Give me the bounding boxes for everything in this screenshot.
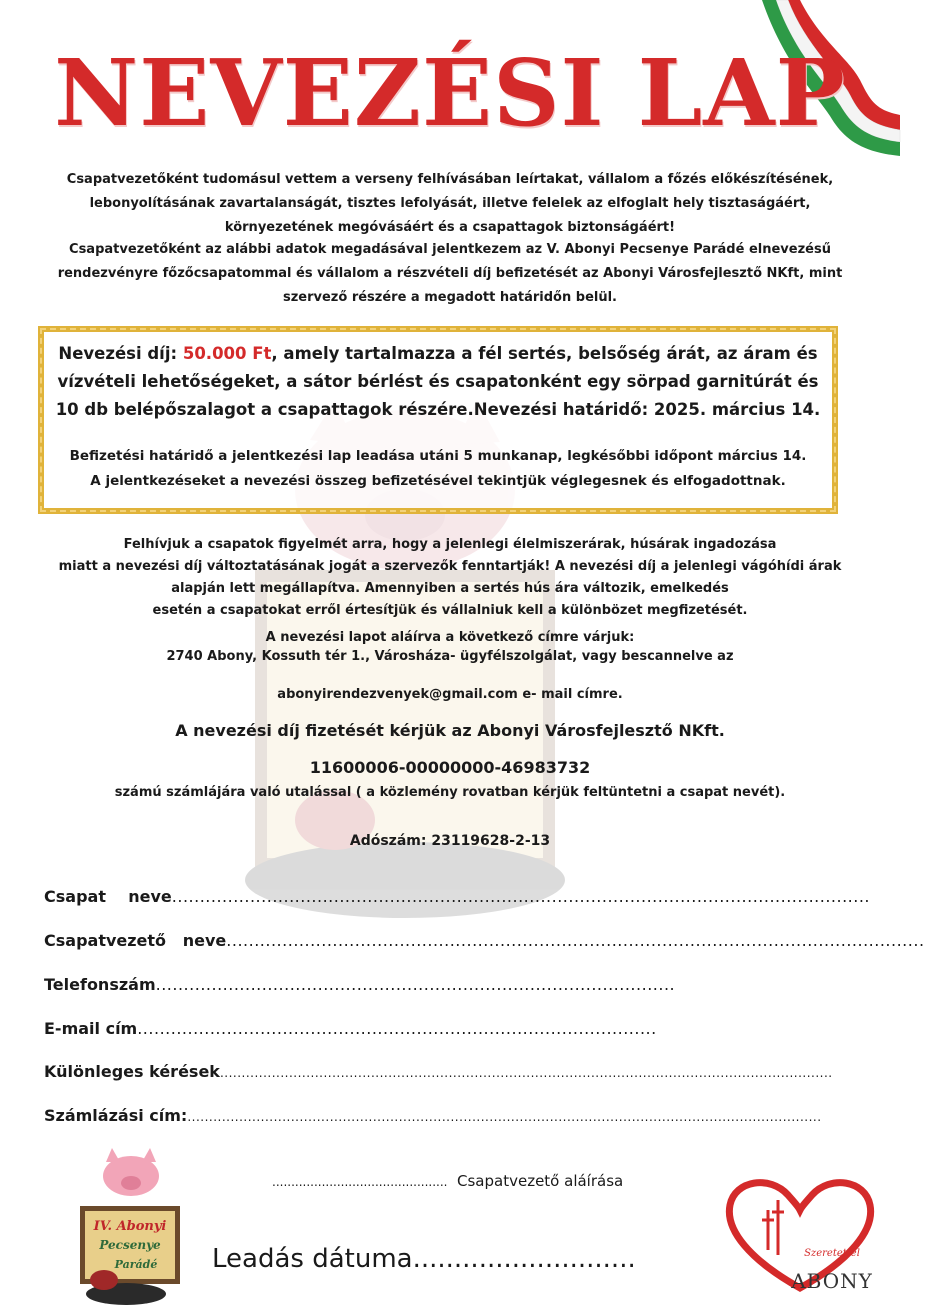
email-line: abonyirendezvenyek@gmail.com e- mail címre. <box>277 687 623 702</box>
address-block <box>40 628 860 666</box>
intro-paragraph-2: Csapatvezetőként az alábbi adatok megadásával jelentkezem az V. Abonyi Pecsenye Parádé elnevezésű rendezvényre főzőcsapatommal és vállalom a részvételi díj befizetését az Abonyi Városfejlesztő NKft, mint szervező részére a megadott határidőn belül. <box>57 242 843 305</box>
signature-field[interactable]: .............................................. Csapatvezető aláírása <box>272 1172 624 1190</box>
fee-info-text <box>52 340 824 424</box>
special-requests-label: Különleges kérések <box>44 1062 220 1081</box>
payment-request: A nevezési díj fizetését kérjük az Abonyi Városfejlesztő NKft. <box>175 721 725 740</box>
intro-paragraph-1: Csapatvezetőként tudomásul vettem a verseny felhívásában leírtakat, vállalom a főzés előkészítésének, lebonyolításának zavartalanságát, tisztes lefolyását, illetve felelek az elfoglalt hely tisztaságáért, környezetének megóvásáért és a csapattagok biztonságáért! <box>66 172 834 235</box>
account-number: 11600006-00000000-46983732 <box>309 758 591 777</box>
payment-deadline-line-1: Befizetési határidő a jelentkezési lap leadása utáni 5 munkanap, legkésőbbi időpont március 14. <box>69 448 807 464</box>
logo-right-line-1: Szeretettel <box>804 1248 860 1259</box>
team-leader-label: Csapatvezető neve <box>44 931 227 950</box>
phone-field[interactable]: Telefonszám............................................................................................. <box>44 975 676 994</box>
price-notice-line: alapján lett megállapítva. Amennyiben a sertés hús ára változik, emelkedés <box>171 581 729 596</box>
phone-label: Telefonszám <box>44 975 156 994</box>
fee-amount: 50.000 Ft <box>182 344 272 363</box>
price-notice <box>40 534 860 622</box>
team-name-label: Csapat neve <box>44 887 172 906</box>
price-notice-line: esetén a csapatokat erről értesítjük és vállalniuk kell a különbözet megfizetését. <box>152 603 748 618</box>
address-line-1: A nevezési lapot aláírva a következő címre várjuk: <box>265 630 635 645</box>
price-notice-line: Felhívjuk a csapatok figyelmét arra, hogy a jelenlegi élelmiszerárak, húsárak ingadozása <box>123 537 777 552</box>
logo-left-line-3: Parádé <box>114 1258 158 1271</box>
team-leader-field[interactable]: Csapatvezető neve............................................................................................................................. <box>44 931 925 950</box>
account-note: számú számlájára való utalással ( a közlemény rovatban kérjük feltüntetni a csapat nevét). <box>114 785 786 800</box>
email-field[interactable]: E-mail cím............................................................................................. <box>44 1019 657 1038</box>
billing-address-field[interactable]: Számlázási cím:................................................................................................................................................... <box>44 1106 822 1125</box>
logo-left-line-2: Pecsenye <box>99 1238 161 1252</box>
abony-city-logo <box>720 1170 880 1300</box>
submit-date-field[interactable]: Leadás dátuma........................... <box>212 1244 636 1274</box>
submit-date-label: Leadás dátuma <box>212 1244 413 1274</box>
price-notice-line: miatt a nevezési díj változtatásának jogát a szervezők fenntartják! A nevezési díj a jelenlegi vágóhídi árak <box>58 559 842 574</box>
payment-deadline-text <box>52 444 824 494</box>
pecsenye-parade-logo <box>76 1148 186 1308</box>
tax-id: Adószám: 23119628-2-13 <box>349 833 551 849</box>
logo-right-line-2: ABONY <box>791 1269 873 1293</box>
billing-address-label: Számlázási cím: <box>44 1106 188 1125</box>
team-name-field[interactable]: Csapat neve............................................................................................................................. <box>44 887 871 906</box>
email-label: E-mail cím <box>44 1019 138 1038</box>
payment-deadline-line-2: A jelentkezéseket a nevezési összeg befizetésével tekintjük véglegesnek és elfogadottnak. <box>90 473 786 489</box>
address-line-2: 2740 Abony, Kossuth tér 1., Városháza- ügyfélszolgálat, vagy bescannelve az <box>166 649 734 664</box>
logo-left-line-1: IV. Abonyi <box>93 1219 167 1234</box>
signature-label: Csapatvezető aláírása <box>457 1172 624 1190</box>
fee-prefix: Nevezési díj: <box>58 344 183 363</box>
page-title: NEVEZÉSI LAP <box>54 39 846 147</box>
special-requests-field[interactable]: Különleges kérések.............................................................................................................................................. <box>44 1062 833 1081</box>
fee-details: , amely tartalmazza a fél sertés, belsőség árát, az áram és vízvételi lehetőségeket, a sátor bérlést és csapatonként egy sörpad garnitúrát és 10 db belépőszalagot a csapattagok részére.Nevezési határidő: 2025. március 14. <box>55 344 821 419</box>
